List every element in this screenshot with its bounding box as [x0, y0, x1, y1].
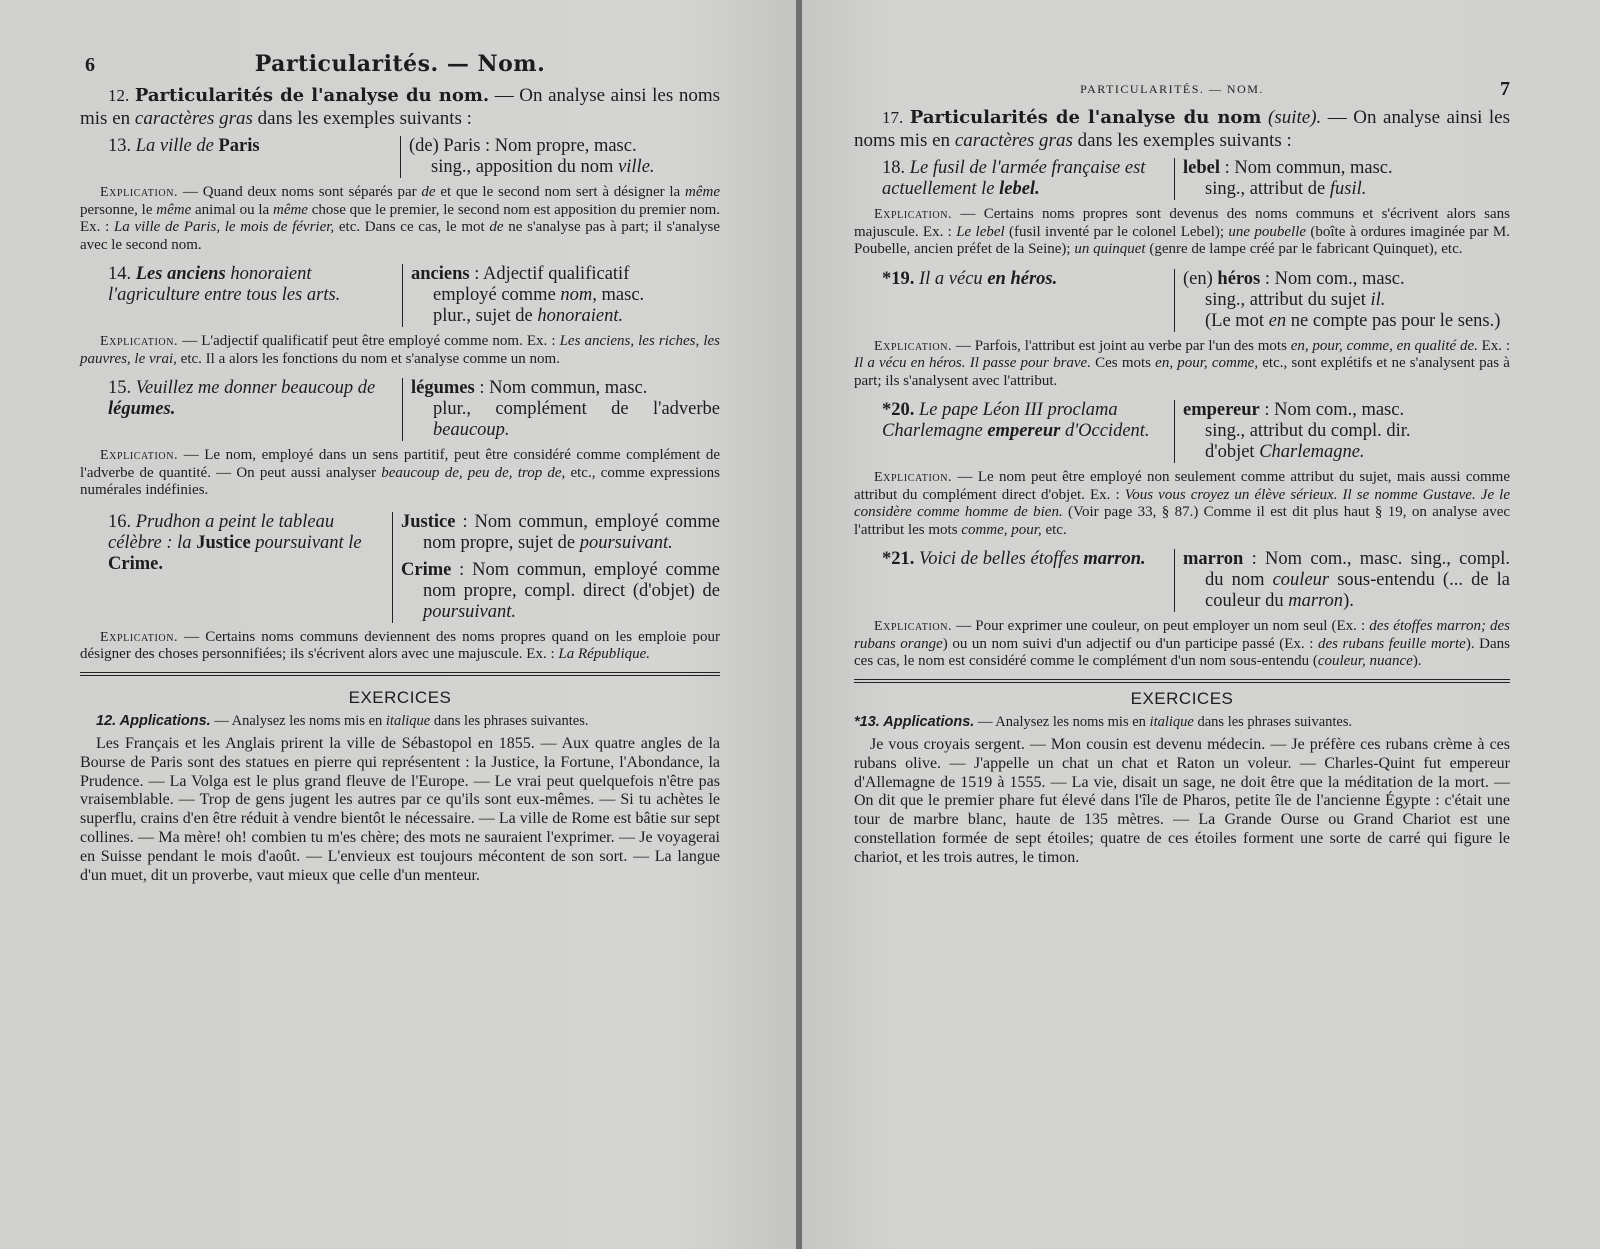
example-text: Il a vécu — [919, 268, 988, 289]
analysis-text: (en) — [1183, 268, 1218, 289]
expl-text: ). — [1412, 653, 1422, 669]
explication-label: Explication. — [874, 338, 953, 354]
example-number: 18. — [882, 158, 910, 178]
expl-text: etc. Il a alors les fonctions du nom et s'analyse comme un nom. — [176, 350, 560, 367]
analysis-text: employé comme — [433, 285, 561, 305]
analysis-entry — [1183, 549, 1510, 612]
expl-italic: même — [685, 184, 720, 200]
analysis-italic: poursuivant. — [423, 601, 517, 622]
example-sentence — [854, 549, 1174, 612]
example-analysis — [1174, 400, 1510, 463]
example-21 — [854, 549, 1510, 612]
expl-italic: en, pour, comme, — [1155, 355, 1259, 371]
analysis-line: sing., attribut du compl. dir. — [1205, 421, 1411, 441]
example-sentence — [80, 264, 402, 327]
expl-text: — Parfois, l'attribut est joint au verbe par l'un des mots — [952, 337, 1291, 354]
expl-italic: en, pour, comme, en qualité de. — [1290, 337, 1478, 354]
expl-text: etc. — [1041, 521, 1067, 538]
expl-text: — Pour exprimer une couleur, on peut employer un nom seul (Ex. : — [952, 618, 1370, 634]
example-analysis — [1174, 549, 1510, 612]
expl-italic: Les anciens, les riches, les pauvres, le vrai, — [80, 333, 720, 367]
analysis-italic: beaucoup. — [433, 420, 510, 440]
expl-text: — L'adjectif qualificatif peut être employé comme nom. Ex. : — [178, 333, 560, 349]
example-analysis — [392, 512, 720, 623]
explication-14 — [80, 333, 720, 368]
section-number: 17. — [882, 108, 904, 127]
expl-italic: La République. — [558, 646, 651, 662]
analysis-italic: Charlemagne. — [1259, 442, 1365, 462]
explication-label: Explication. — [100, 629, 179, 645]
analysis-line — [411, 378, 720, 399]
section-text: — On analyse ainsi les noms mis en — [854, 107, 1511, 151]
expl-text: Ces mots — [1090, 355, 1156, 371]
exercices-heading: EXERCICES — [1130, 688, 1234, 708]
analysis-line — [409, 157, 720, 178]
analysis-text: : Nom commun, masc. — [474, 378, 648, 398]
double-rule — [854, 679, 1510, 683]
example-18 — [854, 158, 1510, 200]
example-sentence — [854, 158, 1174, 200]
expl-text: Ex. : — [1477, 337, 1511, 354]
expl-italic: des rubans feuille morte — [1317, 635, 1466, 652]
analysis-entry — [401, 560, 720, 623]
exercise-text: Je vous croyais sergent. — Mon cousin est devenu médecin. — Je préfère ces rubans crème à ces rubans olive. — J'appelle un chat un chat et Raton un voleur. — Charles-Quint fut empereur d'Allemagne de 1519 à 1555. — La vie, disait un sage, ne doit être que la méditation de la mort. — On dit que le premier phare fut élevé dans l'île de Pharos, petite île de l'ancienne Égypte : c'était une tour de marbre blanc, haute de 135 mètres. — La Grande Ourse ou Grand Chariot est une constellation formée de sept étoiles; quatre de ces étoiles forment une sorte de carré qui figure le chariot, et les trois autres, le timon. — [854, 736, 1510, 866]
expl-text: — Certains noms communs deviennent des noms propres quand on les emploie pour désigner des choses personnifiées; ils s'écrivent alors avec une majuscule. Ex. : — [80, 628, 720, 662]
explication-label: Explication. — [100, 185, 179, 200]
analysis-text: sing., apposition du nom — [431, 157, 619, 177]
analysis-text: sing., attribut de — [1205, 179, 1330, 199]
expl-text: — Quand deux noms sont séparés par — [178, 184, 422, 200]
expl-italic: même — [156, 201, 192, 218]
analysis-text: sing., attribut du sujet — [1205, 289, 1371, 310]
applications-heading — [854, 714, 1510, 731]
example-text: honoraient l'agriculture entre tous les arts. — [108, 264, 341, 305]
example-20 — [854, 400, 1510, 463]
analysis-head: empereur — [1183, 400, 1260, 420]
example-14 — [80, 264, 720, 327]
analysis-line — [1183, 269, 1510, 290]
example-15 — [80, 378, 720, 441]
analysis-italic: nom, — [560, 285, 597, 305]
example-sentence — [854, 400, 1174, 463]
expl-text: — Le nom peut être employé non seulement comme attribut du sujet, mais aussi comme attribut du complément direct d'objet. Ex. : — [854, 469, 1510, 503]
analysis-head: légumes — [411, 378, 475, 398]
analysis-line — [411, 264, 720, 285]
example-bold: empereur — [987, 421, 1061, 441]
left-page — [0, 0, 798, 1249]
analysis-text: : Nom com., masc. — [1260, 268, 1405, 289]
analysis-text: sous-entendu (... de la couleur du — [1205, 570, 1510, 611]
appl-italic: italique — [1149, 713, 1194, 730]
analysis-text: : Nom com., masc. — [1259, 400, 1405, 420]
example-sentence — [80, 136, 400, 178]
example-analysis — [1174, 158, 1510, 200]
example-analysis — [1174, 269, 1510, 332]
analysis-head: anciens — [411, 264, 470, 284]
analysis-line — [411, 285, 720, 306]
example-text: poursuivant le — [250, 532, 362, 553]
example-analysis — [400, 136, 720, 178]
section-number: 12. — [108, 86, 130, 105]
example-number: 15. — [108, 378, 136, 398]
analysis-head: Crime — [401, 559, 452, 580]
analysis-italic: marron — [1288, 591, 1344, 611]
expl-italic: même — [272, 201, 308, 218]
section-heading: Particularités de l'analyse du nom — [909, 107, 1262, 128]
explication-label: Explication. — [874, 470, 953, 485]
example-text: Veuillez me donner beaucoup de — [135, 378, 376, 398]
expl-italic: des étoffes marron; des rubans orange — [854, 618, 1511, 652]
explication-15 — [80, 447, 720, 500]
explication-label: Explication. — [874, 619, 953, 634]
left-page-number: 6 — [85, 54, 95, 76]
appl-text: — Analysez les noms mis en — [974, 713, 1150, 730]
analysis-line — [1183, 400, 1510, 421]
example-sentence — [854, 269, 1174, 332]
analysis-text: : Nom commun, employé comme nom propre, sujet de — [423, 511, 720, 553]
analysis-head: Justice — [401, 511, 456, 532]
example-bold: Crime. — [108, 553, 163, 574]
example-bold: Paris — [218, 136, 260, 156]
expl-text: personne, le — [80, 201, 157, 218]
section-17 — [854, 106, 1510, 152]
expl-text: etc. Dans ce cas, le mot — [334, 219, 490, 235]
section-heading: Particularités de l'analyse du nom. — [134, 85, 490, 106]
expl-text: (boîte à ordures imaginée par M. Poubelle, ancien préfet de la Seine); — [854, 223, 1510, 257]
example-bold: Les anciens — [135, 264, 226, 284]
analysis-text: (Le mot — [1205, 310, 1269, 331]
analysis-line — [1183, 290, 1510, 311]
example-analysis — [402, 264, 720, 327]
analysis-line: (de) Paris : Nom propre, masc. — [409, 136, 637, 156]
analysis-text: : Nom commun, masc. — [1220, 158, 1393, 178]
appl-title: Applications. — [116, 712, 211, 729]
expl-text: ne s'analyse pas à part; il s'analyse avec le second nom. — [80, 219, 720, 253]
analysis-italic: ville. — [618, 157, 655, 177]
example-16 — [80, 512, 720, 623]
applications-heading — [80, 713, 720, 730]
example-text: Voici de belles étoffes — [919, 549, 1084, 569]
analysis-line — [411, 306, 720, 327]
analysis-text: d'objet — [1205, 442, 1260, 462]
expl-text: (fusil inventé par le colonel Lebel); — [1004, 223, 1229, 240]
explication-label: Explication. — [100, 448, 179, 463]
example-bold: lebel. — [999, 179, 1040, 199]
example-number: *19. — [882, 268, 919, 289]
right-running-head — [854, 70, 1510, 98]
expl-text: (genre de lampe créé par le fabricant Quinquet), etc. — [1145, 241, 1463, 257]
exercise-text: Les Français et les Anglais prirent la ville de Sébastopol en 1855. — Aux quatre angles de la Bourse de Paris sont des statues en pierre qui représentent : la Justice, la Fortune, l'Abondance, la Prudence. — La Volga est le plus grand fleuve de l'Europe. — Le vrai peut quelquefois n'être pas vraisemblable. — Trop de gens jugent les autres par ce qu'ils sont eux-mêmes. — Si tu achètes le superflu, crains d'en être réduit à vendre bientôt le nécessaire. — La ville de Rome est bâtie sur sept collines. — Ma mère! oh! combien tu m'es chère; des mots ne sauraient l'exprimer. — Je voyagerai en Suisse pendant le mois d'août. — L'envieux est toujours mécontent de son sort. — La langue d'un muet, dit un proverbe, vaut mieux que celle d'un menteur. — [80, 735, 720, 884]
section-text: — On analyse ainsi les noms mis en — [80, 85, 721, 129]
expl-italic: Le lebel — [956, 223, 1005, 240]
analysis-text: ). — [1343, 591, 1354, 611]
appl-text: — Analysez les noms mis en — [210, 712, 386, 729]
example-text: d'Occident. — [1060, 421, 1150, 441]
appl-number: 12. — [96, 712, 117, 729]
analysis-italic: couleur — [1272, 570, 1330, 590]
analysis-italic: en — [1268, 310, 1287, 331]
expl-italic: un quinquet — [1074, 241, 1146, 257]
example-number: 13. — [108, 136, 136, 156]
section-text-italic: caractères gras — [134, 108, 253, 129]
section-text-italic: (suite). — [1261, 107, 1322, 128]
appl-title: Applications. — [879, 713, 975, 730]
expl-text: etc., comme expressions numérales indéfinies. — [80, 464, 720, 498]
analysis-text: : Adjectif qualificatif — [469, 264, 630, 284]
expl-italic: une poubelle — [1228, 223, 1307, 240]
analysis-text: : Nom com., masc. sing., compl. du nom — [1205, 549, 1510, 590]
example-bold: légumes. — [108, 399, 176, 419]
analysis-entry — [401, 512, 720, 554]
explication-18 — [854, 206, 1510, 259]
expl-text: chose que le premier, le second nom est apposition du premier nom. Ex. : — [80, 201, 720, 235]
analysis-line — [1183, 311, 1510, 332]
analysis-italic: poursuivant. — [579, 532, 673, 553]
appl-number: *13. — [854, 713, 880, 730]
example-text: Le fusil de l'armée française est actuellement le — [882, 158, 1146, 199]
example-text: La ville de — [135, 136, 219, 156]
example-number: *21. — [882, 549, 919, 569]
example-number: 14. — [108, 264, 136, 284]
right-page-number: 7 — [1500, 78, 1510, 100]
section-text: dans les exemples suivants : — [252, 108, 472, 129]
analysis-line — [1183, 442, 1510, 463]
right-page — [802, 0, 1600, 1249]
analysis-text: ne compte pas pour le sens.) — [1286, 310, 1501, 331]
example-bold: en héros. — [987, 268, 1058, 289]
analysis-line — [411, 399, 720, 441]
expl-text: ). Dans ces cas, le nom est considéré comme le complément d'un nom sous-entendu ( — [854, 635, 1510, 669]
example-13 — [80, 136, 720, 178]
analysis-text: plur., sujet de — [433, 306, 538, 326]
double-rule — [80, 672, 720, 676]
expl-text: — Le nom, employé dans un sens partitif, peut être considéré comme complément de l'adverbe de quantité. — On peut aussi analyser — [80, 447, 720, 481]
expl-italic: Il a vécu en héros. Il passe pour brave. — [854, 355, 1091, 371]
analysis-head: lebel — [1183, 158, 1220, 178]
analysis-text: masc. — [596, 285, 645, 305]
left-running-head — [80, 46, 720, 77]
example-sentence — [80, 512, 392, 623]
explication-19 — [854, 338, 1510, 391]
example-sentence — [80, 378, 402, 441]
analysis-italic: il. — [1370, 289, 1386, 310]
expl-text: et que le second nom sert à désigner la — [435, 184, 686, 200]
expl-italic: de — [421, 184, 436, 200]
appl-italic: italique — [385, 712, 431, 729]
analysis-line — [1183, 158, 1510, 179]
example-bold: marron. — [1083, 549, 1146, 569]
left-running-title: Particularités. — Nom. — [254, 51, 546, 77]
explication-20 — [854, 469, 1510, 539]
expl-italic: couleur, nuance — [1317, 653, 1413, 669]
analysis-italic: honoraient. — [537, 306, 624, 326]
analysis-head: marron — [1183, 549, 1244, 569]
example-analysis — [402, 378, 720, 441]
explication-label: Explication. — [874, 207, 953, 222]
explication-13 — [80, 184, 720, 254]
example-bold: Justice — [196, 532, 251, 553]
expl-italic: La ville de Paris, le mois de février, — [113, 219, 335, 235]
expl-text: etc., sont explétifs et ne s'analysent pas à part; ils s'analysent avec l'attribut. — [854, 355, 1510, 389]
example-text: Le pape Léon III proclama Charlemagne — [882, 400, 1118, 441]
exercices-heading: EXERCICES — [348, 687, 452, 707]
analysis-line — [1183, 179, 1510, 200]
expl-text: ) ou un nom suivi d'un adjectif ou d'un participe passé (Ex. : — [942, 635, 1318, 652]
analysis-text: : Nom commun, employé comme nom propre, compl. direct (d'objet) de — [423, 559, 720, 601]
expl-italic: beaucoup de, peu de, trop de, — [381, 464, 566, 481]
explication-label: Explication. — [100, 334, 179, 349]
example-19 — [854, 269, 1510, 332]
expl-italic: de — [489, 219, 504, 235]
analysis-italic: fusil. — [1329, 179, 1367, 199]
example-number: 16. — [108, 511, 136, 532]
appl-text: dans les phrases suivantes. — [1193, 713, 1353, 730]
analysis-text: plur., complément de l'adverbe — [433, 399, 720, 419]
right-running-title: PARTICULARITÉS. — NOM. — [1080, 82, 1264, 96]
example-text: Prudhon a peint le tableau célèbre : la — [108, 511, 335, 553]
section-text: dans les exemples suivants : — [1072, 130, 1292, 151]
expl-text: animal ou la — [191, 201, 273, 218]
explication-16 — [80, 629, 720, 664]
expl-text: (Voir page 33, § 87.) Comme il est dit plus haut § 19, on analyse avec l'attribut les mots — [854, 504, 1511, 538]
appl-text: dans les phrases suivantes. — [430, 712, 589, 729]
analysis-head: héros — [1217, 268, 1261, 289]
expl-italic: Vous vous croyez un élève sérieux. Il se nomme Gustave. Je le considère comme homme de bien. — [854, 486, 1511, 520]
section-12 — [80, 84, 720, 130]
explication-21 — [854, 618, 1510, 671]
expl-text: — Certains noms propres sont devenus des noms communs et s'écrivent alors sans majuscule. Ex. : — [854, 206, 1510, 240]
example-number: *20. — [882, 400, 919, 420]
section-text-italic: caractères gras — [954, 130, 1073, 151]
expl-italic: comme, pour, — [961, 521, 1042, 538]
